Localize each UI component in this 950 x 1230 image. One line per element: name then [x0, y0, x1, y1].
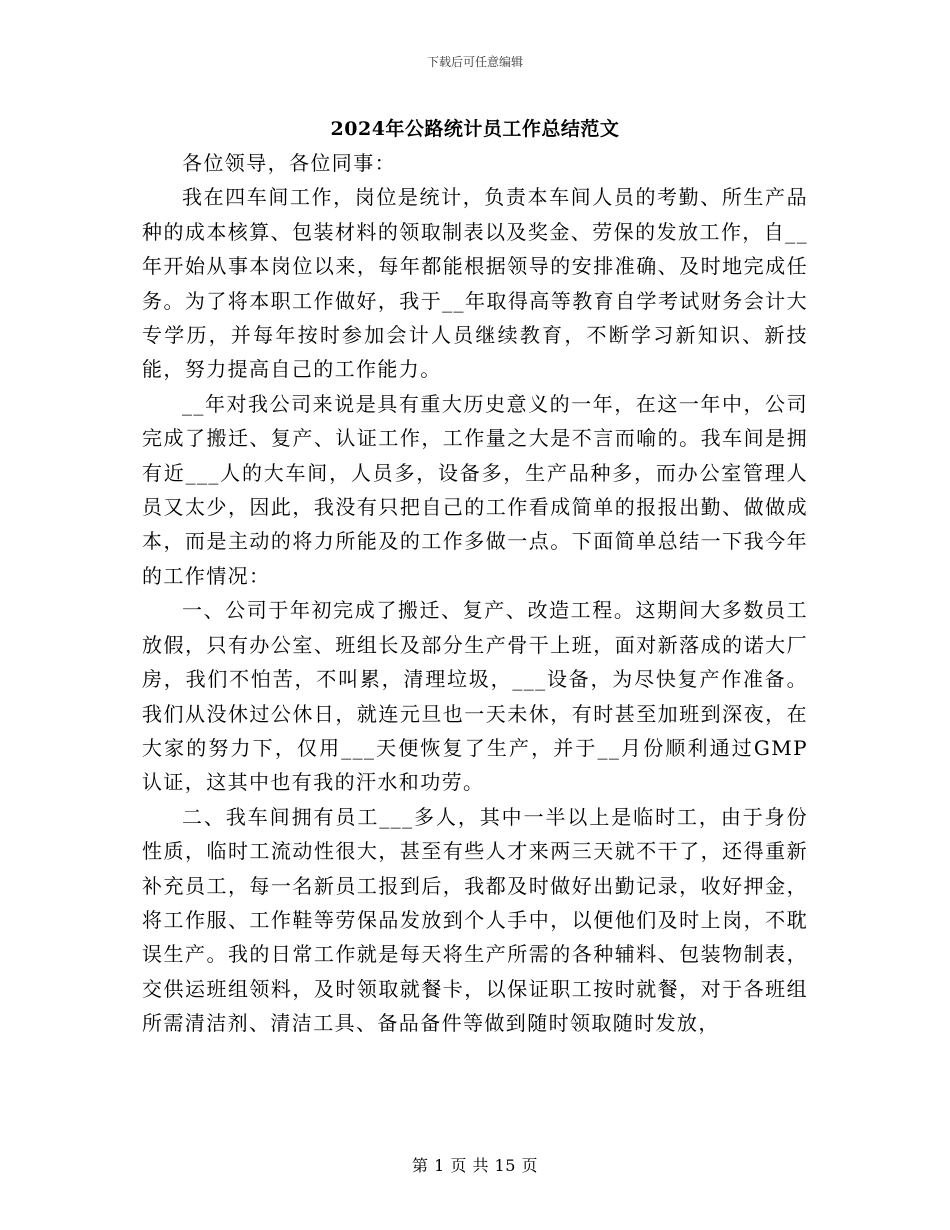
page-footer: 第 1 页 共 15 页 — [412, 1156, 538, 1175]
paragraph-salutation: 各位领导，各位同事： — [182, 151, 396, 175]
header-note: 下载后可任意编辑 — [426, 55, 523, 69]
paragraph-section-two: 二、我车间拥有员工___多人，其中一半以上是临时工，由于身份性质，临时工流动性很大，甚至有些人才来两三天就不干了，还得重新补充员工，每一名新员工报到后，我都及时做好出勤记录，收好押金，将工作服、工作鞋等劳保品发放到个人手中，以便他们及时上岗，不耽误生产。我的日常工作就是每天将生产所需的各种辅料、包装物制表，交供运班组领料，及时领取就餐卡，以保证职工按时就餐，对于各班组所需清洁剂、清洁工具、备品备件等做到随时领取随时发放， — [142, 804, 808, 1036]
document-body — [142, 146, 808, 1041]
paragraph-year-summary: __年对我公司来说是具有重大历史意义的一年，在这一年中，公司完成了搬迁、复产、认证工作，工作量之大是不言而喻的。我车间是拥有近___人的大车间，人员多，设备多，生产品种多，而办公室管理人员又太少，因此，我没有只把自己的工作看成简单的报报出勤、做做成本，而是主动的将力所能及的工作多做一点。下面简单总结一下我今年的工作情况： — [142, 391, 808, 588]
paragraph-intro: 我在四车间工作，岗位是统计，负责本车间人员的考勤、所生产品种的成本核算、包装材料的领取制表以及奖金、劳保的发放工作，自__年开始从事本岗位以来，每年都能根据领导的安排准确、及时地完成任务。为了将本职工作做好，我于__年取得高等教育自学考试财务会计大专学历，并每年按时参加会计人员继续教育，不断学习新知识、新技能，努力提高自己的工作能力。 — [142, 185, 808, 382]
paragraph-section-one: 一、公司于年初完成了搬迁、复产、改造工程。这期间大多数员工放假，只有办公室、班组长及部分生产骨干上班，面对新落成的诺大厂房，我们不怕苦，不叫累，清理垃圾，___设备，为尽快复产作准备。我们从没休过公休日，就连元旦也一天未休，有时甚至加班到深夜，在大家的努力下，仅用___天便恢复了生产，并于__月份顺利通过GMP认证，这其中也有我的汗水和功劳。 — [142, 598, 808, 795]
document-title: 2024年公路统计员工作总结范文 — [330, 118, 620, 140]
